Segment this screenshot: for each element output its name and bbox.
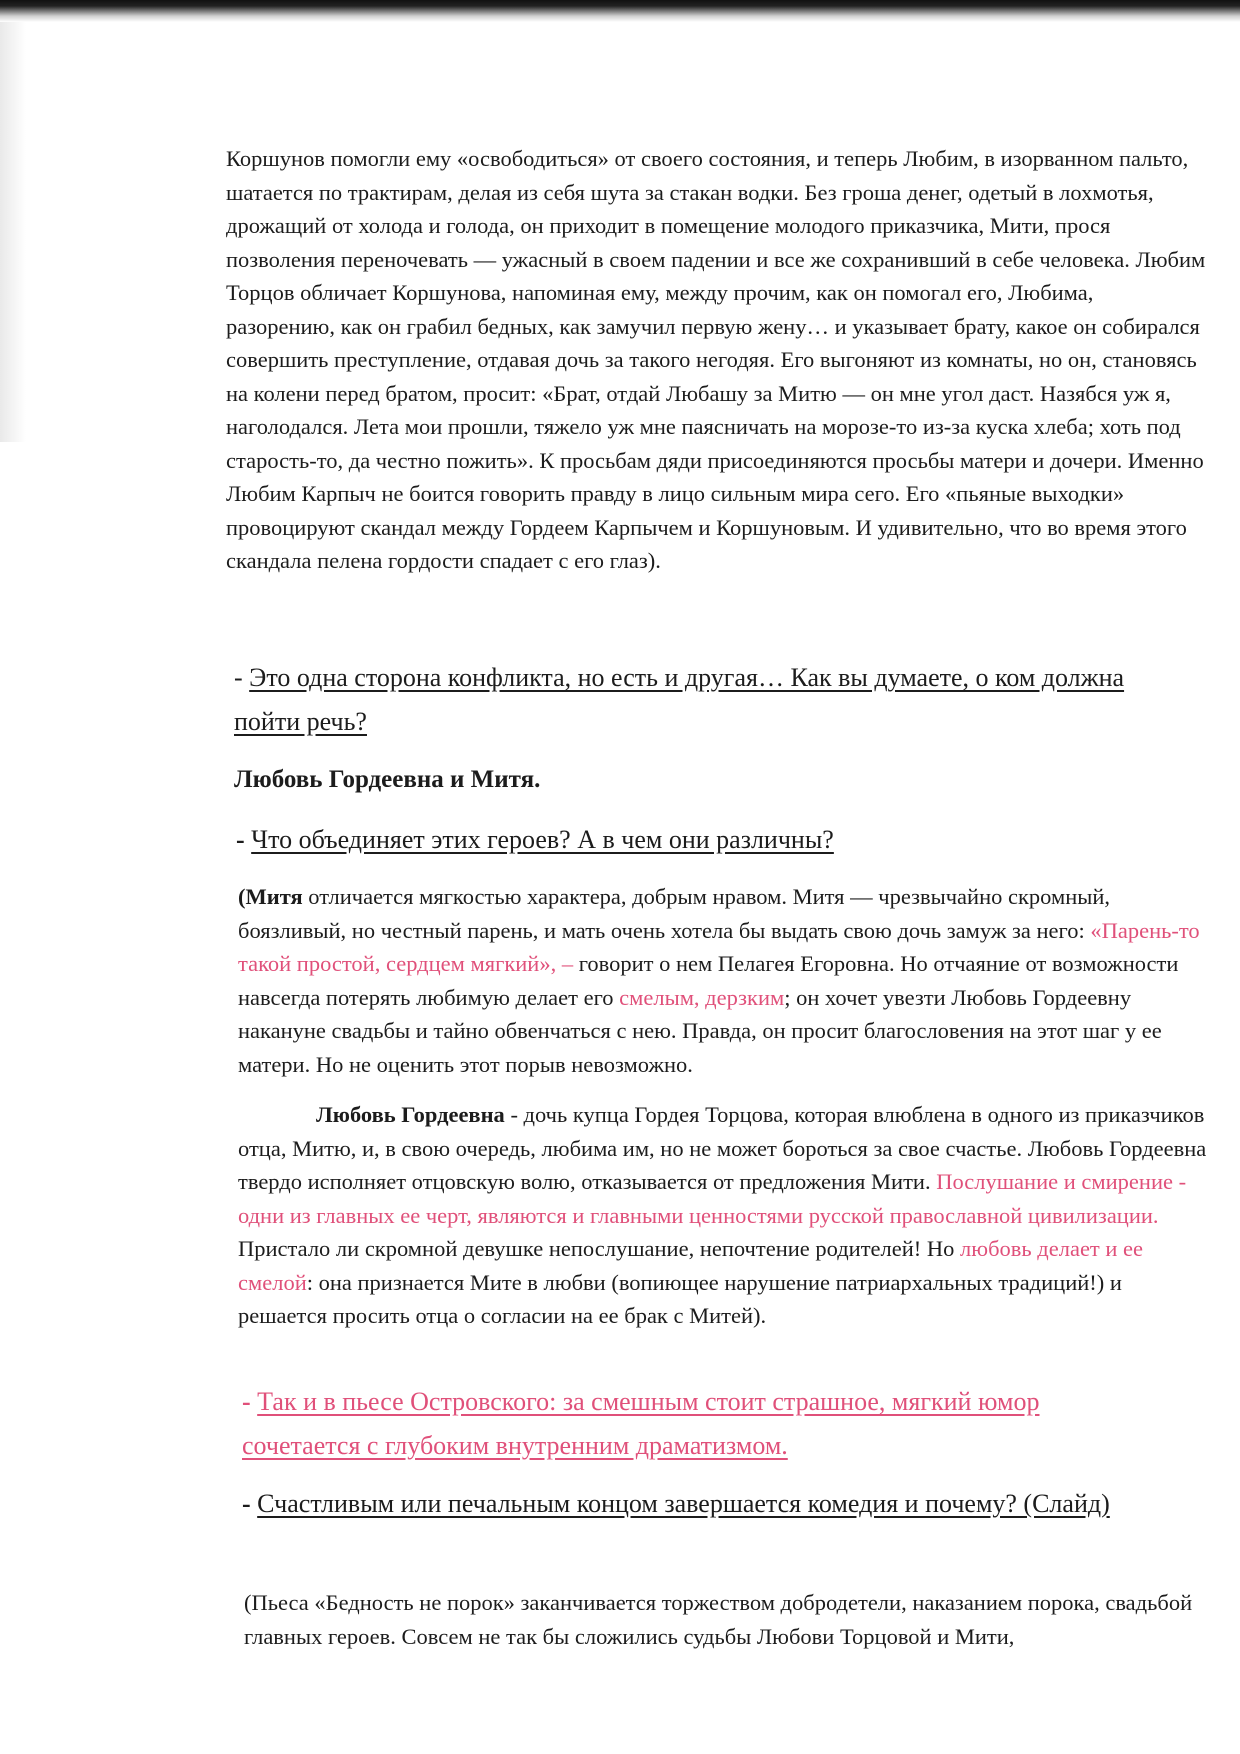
section-heading: Любовь Гордеевна и Митя. bbox=[234, 766, 541, 793]
question-dash: - bbox=[242, 1489, 258, 1518]
paragraph-ending: (Пьеса «Бедность не порок» заканчивается торжеством добродетели, наказанием порока, свадьбой главных героев. Совсем не так бы сложились судьбы Любови Торцовой и Мити, bbox=[244, 1590, 1193, 1649]
highlight-quote: «Парень-то такой простой, сердцем мягкий», – bbox=[238, 917, 1200, 976]
highlight-bold-daring: смелым, дерзким bbox=[619, 984, 785, 1010]
name-lyubov: Любовь Гордеевна bbox=[316, 1102, 505, 1127]
question-text: Что объединяет этих героев? А в чем они различны? bbox=[251, 825, 834, 854]
paragraph-lyubov bbox=[238, 1098, 1214, 1333]
paren-open: ( bbox=[238, 884, 246, 909]
text-segment: отличается мягкостью характера, добрым нравом. Митя — чрезвычайно скромный, боязливый, но честный парень, и мать очень хотела бы выдать свою дочь замуж за него: bbox=[238, 884, 1111, 943]
text-segment: ; он хочет увезти Любовь Гордеевну накануне свадьбы и тайно обвенчаться с нею. Правда, он просит благословения на этот шаг у ее матери. Но не оценить этот порыв невозможно. bbox=[238, 984, 1162, 1077]
question-heroes bbox=[236, 818, 1176, 862]
question-text: Это одна сторона конфликта, но есть и другая… Как вы думаете, о ком должна пойти речь? bbox=[234, 663, 1125, 736]
paragraph-lyubim: Коршунов помогли ему «освободиться» от своего состояния, и теперь Любим, в изорванном пальто, шатается по трактирам, делая из себя шута за стакан водки. Без гроша денег, одетый в лохмотья, дрожащий от холода и голода, он приходит в помещение молодого приказчика, Мити, прося позволения переночевать — ужасный в своем падении и все же сохранивший в себе человека. Любим Торцов обличает Коршунова, напоминая ему, между прочим, как он помогал его, Любима, разорению, как он грабил бедных, как замучил первую жену… и указывает брату, какое он собирался совершить преступление, отдавая дочь за такого негодяя. Его выгоняют из комнаты, но он, становясь на колени перед братом, просит: «Брат, отдай Любашу за Митю — он мне угол даст. Назябся уж я, наголодался. Лета мои прошли, тяжело уж мне паясничать на морозе-то из-за куска хлеба; хоть под старость-то, да честно пожить». К просьбам дяди присоединяются просьбы матери и дочери. Именно Любим Карпыч не боится говорить правду в лицо сильным мира сего. Его «пьяные выходки» провоцируют скандал между Гордеем Карпычем и Коршуновым. И удивительно, что во время этого скандала пелена гордости спадает с его глаз). bbox=[226, 146, 1206, 573]
question-ending bbox=[242, 1482, 1162, 1526]
name-mitya: Митя bbox=[245, 884, 303, 909]
question-dash: - bbox=[234, 663, 250, 692]
question-other-side bbox=[234, 656, 1174, 744]
question-text: Счастливым или печальным концом завершается комедия и почему? (Слайд) bbox=[257, 1489, 1110, 1518]
question-dash: - bbox=[242, 1387, 258, 1416]
highlight-obedience: Послушание и смирение - одни из главных ее черт, являются и главными ценностями русской православной цивилизации. bbox=[238, 1169, 1187, 1228]
paragraph-mitya bbox=[238, 880, 1214, 1081]
statement-text: Так и в пьесе Островского: за смешным стоит страшное, мягкий юмор сочетается с глубоким внутренним драматизмом. bbox=[242, 1387, 1040, 1460]
question-dash: - bbox=[236, 825, 252, 854]
highlight-love-brave: любовь делает и ее смелой bbox=[238, 1236, 1144, 1295]
text-segment: Пристало ли скромной девушке непослушание, непочтение родителей! Но bbox=[238, 1236, 961, 1261]
statement-ostrovsky bbox=[242, 1380, 1162, 1468]
text-segment: : она признается Мите в любви (вопиющее нарушение патриархальных традиций!) и решается просить отца о согласии на ее брак с Митей). bbox=[238, 1269, 1122, 1328]
text-segment: - дочь купца Гордея Торцова, которая влюблена в одного из приказчиков отца, Митю, и, в свою очередь, любима им, но не может бороться за свое счастье. Любовь Гордеевна твердо исполняет отцовскую волю, отказывается от предложения Мити. bbox=[238, 1102, 1207, 1194]
text-segment: говорит о нем Пелагея Егоровна. Но отчаяние от возможности навсегда потерять любимую делает его bbox=[238, 951, 1179, 1010]
